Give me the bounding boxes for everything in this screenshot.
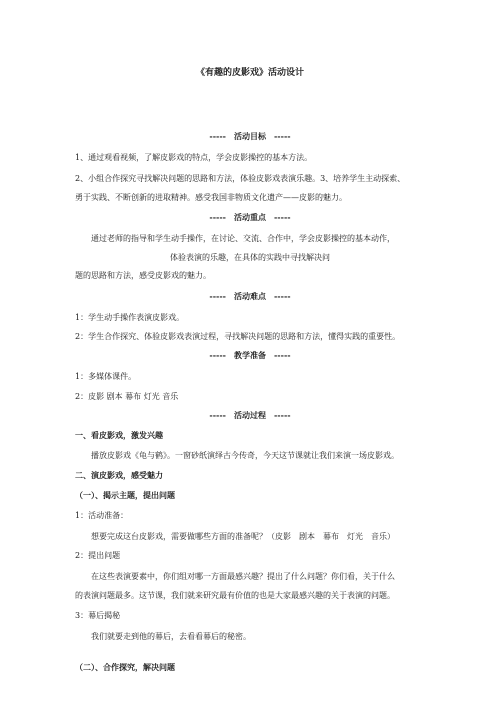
goals-line-2: 2、小组合作探究寻找解决问题的思路和方法，体验皮影戏表演乐趣。3、培养学生主动探索、 [75,174,406,183]
section-heading-goals: ----- 活动目标 ----- [209,131,291,141]
section-heading-process: ----- 活动过程 ----- [209,410,291,420]
key-line-2: 体验表演的乐趣，在具体的实践中寻找解决问 [170,253,330,262]
page-title: 《有趣的皮影戏》活动设计 [195,68,304,78]
step-2-text-1: 在这些表演要素中，你们组对哪一方面最感兴趣？提出了什么问题？你们看，关于什么 [91,572,395,581]
step-2-text-2: 的表演问题最多。这节课，我们就来研究最有价值的也是大家最感兴趣的关于表演的问题。 [75,591,395,600]
prep-line-2: 2：皮影 剧本 幕布 灯光 音乐 [75,392,179,401]
section-heading-difficulty: ----- 活动难点 ----- [209,291,291,301]
step-3-label: 3：幕后揭秘 [75,611,121,620]
step-1-label: 1：活动准备： [75,511,129,520]
section-heading-key: ----- 活动重点 ----- [209,212,291,222]
prep-line-1: 1：多媒体课件。 [75,372,137,381]
step-2-label: 2：提出问题 [75,551,121,560]
goals-line-1: 1、通过观看视频，了解皮影戏的特点，学会皮影操控的基本方法。 [75,153,313,162]
step-3-text: 我们就要走到他的幕后，去看看幕后的秘密。 [91,632,251,641]
difficulty-line-2: 2：学生合作探究、体验皮影戏表演过程，寻找解决问题的思路和方法，懂得实践的重要性。 [75,332,401,341]
process-heading-2: 二、演皮影戏，感受魅力 [75,470,163,480]
process-subheading-1: （一）、揭示主题，提出问题 [75,490,175,500]
process-subheading-2: （二）、合作探究，解决问题 [75,662,175,672]
process-heading-1: 一、看皮影戏，激发兴趣 [75,430,163,440]
difficulty-line-1: 1：学生动手操作表演皮影戏。 [75,313,185,322]
section-heading-prep: ----- 教学准备 ----- [209,350,291,360]
process-paragraph-1: 播放皮影戏《龟与鹤》。一窗砂纸演绎古今传奇，今天这节课就让我们来演一场皮影戏。 [91,451,399,460]
goals-line-3: 勇于实践、不断创新的进取精神。感受我国非物质文化遗产——皮影的魅力。 [75,193,347,202]
step-1-text: 想要完成这台皮影戏，需要做哪些方面的准备呢？（皮影 剧本 幕布 灯光 音乐） [91,532,395,541]
key-line-3: 题的思路和方法，感受皮影戏的魅力。 [75,271,211,280]
key-line-1: 通过老师的指导和学生动手操作，在讨论、交流、合作中，学会皮影操控的基本动作， [91,234,395,243]
